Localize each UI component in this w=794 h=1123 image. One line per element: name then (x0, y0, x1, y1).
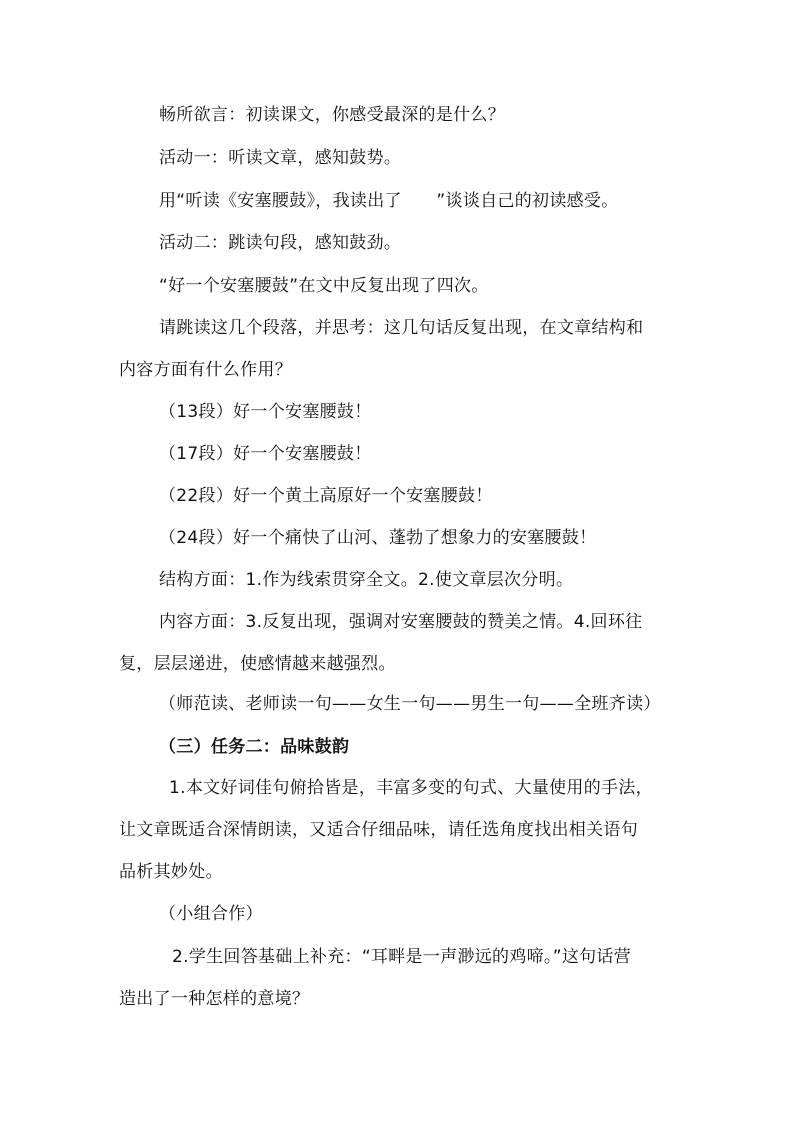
task-one-line-2: 让文章既适合深情朗读，又适合仔细品味，请任选角度找出相关语句 (119, 820, 638, 840)
question-line-2: 内容方面有什么作用？ (119, 360, 292, 380)
content-answer-2: 复，层层递进，使感情越来越强烈。 (119, 654, 396, 674)
quote-para-13: （13段）好一个安塞腰鼓！ (159, 402, 372, 422)
task-two-line-1: 2.学生回答基础上补充：“耳畔是一声渺远的鸡啼。”这句话营 (172, 947, 632, 967)
task-two-line-2: 造出了一种怎样的意境？ (119, 989, 310, 1009)
reading-instruction: 用“听读《安塞腰鼓》，我读出了 ”谈谈自己的初读感受。 (159, 191, 619, 211)
activity-one: 活动一：听读文章，感知鼓势。 (159, 148, 402, 168)
quote-para-22: （22段）好一个黄土高原好一个安塞腰鼓！ (159, 486, 493, 506)
activity-two: 活动二：跳读句段，感知鼓劲。 (159, 233, 402, 253)
structure-answer: 结构方面：1.作为线索贯穿全文。2.使文章层次分明。 (159, 570, 574, 590)
task-one-line-3: 品析其妙处。 (119, 862, 223, 882)
prompt-line: 畅所欲言：初读课文，你感受最深的是什么？ (159, 105, 505, 125)
group-work: （小组合作） (159, 904, 263, 924)
quote-para-24: （24段）好一个痛快了山河、蓬勃了想象力的安塞腰鼓！ (159, 528, 597, 548)
repetition-note: “好一个安塞腰鼓”在文中反复出现了四次。 (159, 276, 489, 296)
content-answer-1: 内容方面：3.反复出现，强调对安塞腰鼓的赞美之情。4.回环往 (159, 612, 643, 632)
question-line-1: 请跳读这几个段落，并思考：这几句话反复出现，在文章结构和 (159, 318, 644, 338)
section-heading: （三）任务二：品味鼓韵 (159, 737, 350, 757)
task-one-line-1: 1.本文好词佳句俯拾皆是，丰富多变的句式、大量使用的手法， (169, 778, 653, 798)
reading-order: （师范读、老师读一句——女生一句——男生一句——全班齐读） (159, 694, 661, 714)
quote-para-17: （17段）好一个安塞腰鼓！ (159, 444, 372, 464)
